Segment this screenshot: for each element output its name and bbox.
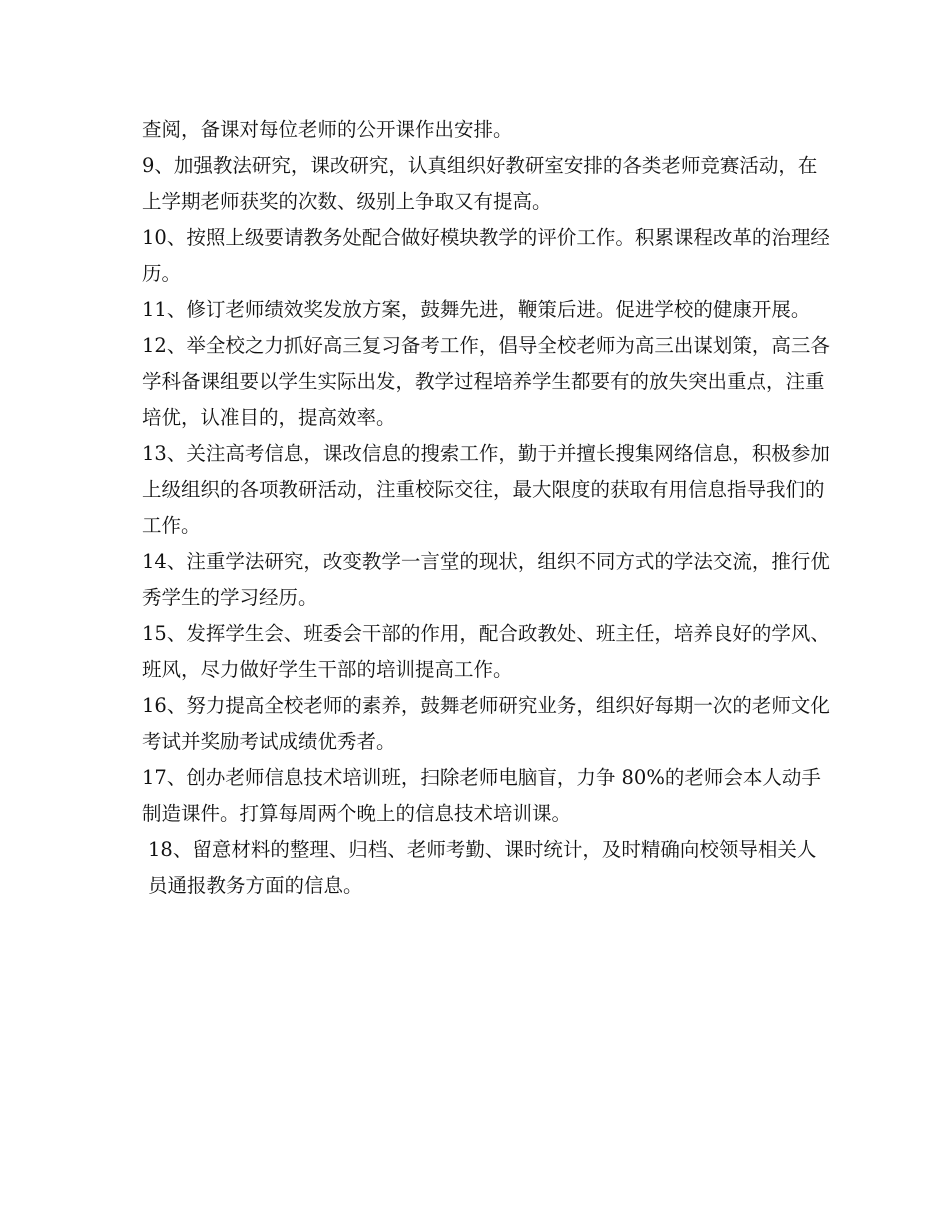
paragraph-continuation: 查阅，备课对每位老师的公开课作出安排。 [142, 118, 513, 141]
paragraph-item-13: 13、关注高考信息，课改信息的搜索工作，勤于并擅长搜集网络信息，积极参加上级组织的各项教研活动，注重校际交往，最大限度的获取有用信息指导我们的工作。 [142, 442, 830, 537]
paragraph-item-17: 17、创办老师信息技术培训班，扫除老师电脑盲，力争 80%的老师会本人动手制造课件。打算每周两个晚上的信息技术培训课。 [142, 766, 821, 825]
paragraph-item-12: 12、举全校之力抓好高三复习备考工作，倡导全校老师为高三出谋划策，高三各学科备课组要以学生实际出发，教学过程培养学生都要有的放失突出重点，注重培优，认准目的，提高效率。 [142, 334, 830, 429]
paragraph-item-15: 15、发挥学生会、班委会干部的作用，配合政教处、班主任，培养良好的学风、班风，尽力做好学生干部的培训提高工作。 [142, 622, 830, 681]
paragraph-item-9: 9、加强教法研究，课改研究，认真组织好教研室安排的各类老师竞赛活动，在上学期老师获奖的次数、级别上争取又有提高。 [142, 154, 818, 213]
paragraph-item-16: 16、努力提高全校老师的素养，鼓舞老师研究业务，组织好每期一次的老师文化考试并奖励考试成绩优秀者。 [142, 694, 830, 753]
document-body [142, 112, 832, 904]
paragraph-item-14: 14、注重学法研究，改变教学一言堂的现状，组织不同方式的学法交流，推行优秀学生的学习经历。 [142, 550, 830, 609]
paragraph-item-10: 10、按照上级要请教务处配合做好模块教学的评价工作。积累课程改革的治理经历。 [142, 226, 830, 285]
paragraph-item-18: 18、留意材料的整理、归档、老师考勤、课时统计，及时精确向校领导相关人员通报教务方面的信息。 [148, 838, 817, 897]
paragraph-item-11: 11、修订老师绩效奖发放方案，鼓舞先进，鞭策后进。促进学校的健康开展。 [142, 298, 811, 321]
